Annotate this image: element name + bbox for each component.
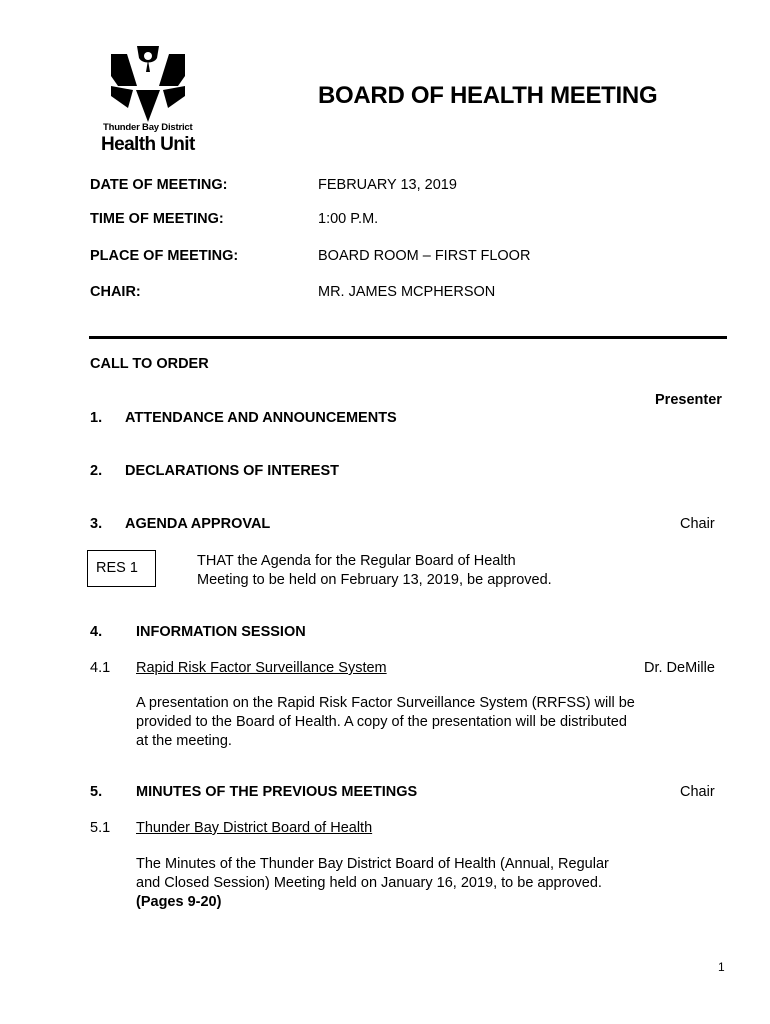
- item-2-number: 2.: [90, 463, 103, 479]
- item-1-number: 1.: [90, 410, 103, 426]
- description-line: provided to the Board of Health. A copy of the presentation will be distributed: [136, 714, 627, 730]
- item-5-title: MINUTES OF THE PREVIOUS MEETINGS: [136, 784, 418, 800]
- item-4-1-presenter: Dr. DeMille: [644, 660, 715, 676]
- resolution-label: RES 1: [96, 560, 138, 576]
- item-3-title: AGENDA APPROVAL: [125, 516, 271, 532]
- description-line: and Closed Session) Meeting held on January 16, 2019, to be approved.: [136, 875, 602, 891]
- meeting-time-label: TIME OF MEETING:: [90, 211, 224, 227]
- resolution-line: THAT the Agenda for the Regular Board of Health: [197, 553, 516, 569]
- item-4-1-number: 4.1: [90, 660, 111, 676]
- meeting-chair-value: MR. JAMES MCPHERSON: [318, 284, 496, 300]
- resolution-text: [197, 552, 552, 590]
- item-4-number: 4.: [90, 624, 103, 640]
- item-4-title: INFORMATION SESSION: [136, 624, 306, 640]
- page-title: BOARD OF HEALTH MEETING: [318, 82, 658, 109]
- item-5-1-number: 5.1: [90, 820, 111, 836]
- call-to-order-heading: CALL TO ORDER: [90, 356, 209, 372]
- item-3-presenter: Chair: [680, 516, 715, 532]
- page-number: 1: [718, 960, 725, 974]
- presenter-column-header: Presenter: [655, 392, 722, 408]
- meeting-chair-label: CHAIR:: [90, 284, 141, 300]
- item-5-1-description: [136, 855, 609, 912]
- meeting-date-label: DATE OF MEETING:: [90, 177, 228, 193]
- meeting-place-value: BOARD ROOM – FIRST FLOOR: [318, 248, 531, 264]
- item-4-1-description: [136, 694, 635, 751]
- description-line: A presentation on the Rapid Risk Factor Surveillance System (RRFSS) will be: [136, 695, 635, 711]
- resolution-line: Meeting to be held on February 13, 2019, be approved.: [197, 572, 552, 588]
- item-1-title: ATTENDANCE AND ANNOUNCEMENTS: [125, 410, 397, 426]
- item-5-number: 5.: [90, 784, 103, 800]
- health-unit-emblem-icon: [100, 46, 196, 122]
- health-unit-logo: [100, 46, 196, 158]
- resolution-box: [87, 550, 156, 587]
- pages-reference: (Pages 9-20): [136, 894, 222, 910]
- meeting-time-value: 1:00 P.M.: [318, 211, 379, 227]
- item-5-1-title: Thunder Bay District Board of Health: [136, 820, 373, 836]
- logo-org-line2: Health Unit: [101, 134, 195, 155]
- description-line: The Minutes of the Thunder Bay District Board of Health (Annual, Regular: [136, 856, 609, 872]
- logo-org-line1: Thunder Bay District: [103, 122, 193, 133]
- description-line: at the meeting.: [136, 733, 232, 749]
- item-2-title: DECLARATIONS OF INTEREST: [125, 463, 340, 479]
- item-5-presenter: Chair: [680, 784, 715, 800]
- item-3-number: 3.: [90, 516, 103, 532]
- meeting-date-value: FEBRUARY 13, 2019: [318, 177, 457, 193]
- section-divider: [89, 336, 727, 339]
- meeting-place-label: PLACE OF MEETING:: [90, 248, 239, 264]
- item-4-1-title: Rapid Risk Factor Surveillance System: [136, 660, 387, 676]
